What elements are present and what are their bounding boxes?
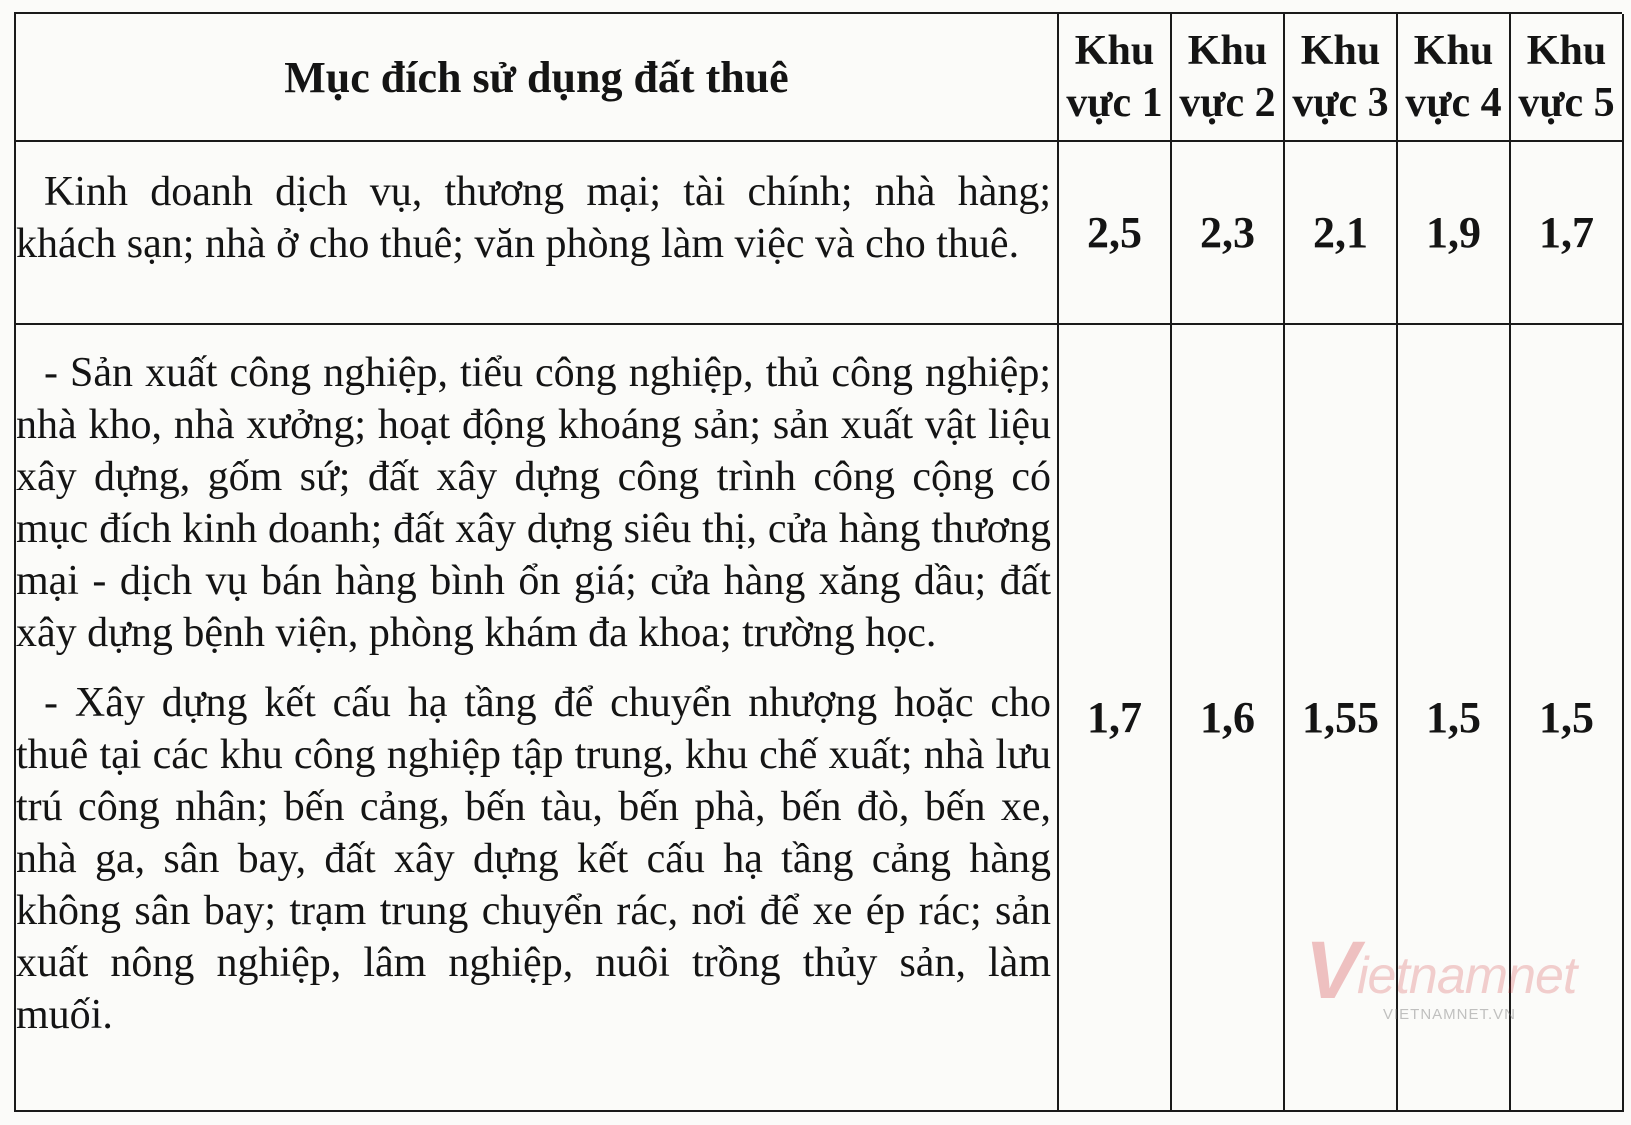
- header-zone-2: Khu vực 2: [1172, 14, 1285, 142]
- watermark-v-logo: V: [1305, 925, 1360, 1016]
- header-zone-5: Khu vực 5: [1511, 14, 1624, 142]
- row-2-zone-2-value: 1,6: [1172, 325, 1285, 1112]
- row-1-zone-1-value: 2,5: [1059, 142, 1172, 325]
- header-zone-3: Khu vực 3: [1285, 14, 1398, 142]
- row-1-zone-4-value: 1,9: [1398, 142, 1511, 325]
- row-1-zone-5-value: 1,7: [1511, 142, 1624, 325]
- row-1-zone-3-value: 2,1: [1285, 142, 1398, 325]
- land-rent-coefficient-table: [14, 12, 1622, 1112]
- row-1-paragraph-1: Kinh doanh dịch vụ, thương mại; tài chính; nhà hàng; khách sạn; nhà ở cho thuê; văn phòng làm việc và cho thuê.: [16, 169, 1051, 267]
- row-2-zone-1-value: 1,7: [1059, 325, 1172, 1112]
- row-2-zone-5-value: 1,5: [1511, 325, 1624, 1112]
- row-1-zone-2-value: 2,3: [1172, 142, 1285, 325]
- header-zone-1: Khu vực 1: [1059, 14, 1172, 142]
- watermark-url: VIETNAMNET.VN: [1383, 1006, 1517, 1023]
- row-2-zone-4-value: 1,5: [1398, 325, 1511, 1112]
- watermark-brand: ietnamnet: [1357, 947, 1577, 1005]
- row-2-paragraph-1: - Sản xuất công nghiệp, tiểu công nghiệp, thủ công nghiệp; nhà kho, nhà xưởng; hoạt động khoáng sản; sản xuất vật liệu xây dựng, gốm sứ; đất xây dựng công trình công cộng có mục đích kinh doanh; đất xây dựng siêu thị, cửa hàng thương mại - dịch vụ bán hàng bình ổn giá; cửa hàng xăng dầu; đất xây dựng bệnh viện, phòng khám đa khoa; trường học.: [16, 350, 1051, 656]
- row-2-paragraph-2: - Xây dựng kết cấu hạ tầng để chuyển nhượng hoặc cho thuê tại các khu công nghiệp tập trung, khu chế xuất; nhà lưu trú công nhân; bến cảng, bến tàu, bến phà, bến đò, bến xe, nhà ga, sân bay, đất xây dựng kết cấu hạ tầng cảng hàng không sân bay; trạm trung chuyển rác, nơi để xe ép rác; sản xuất nông nghiệp, lâm nghiệp, nuôi trồng thủy sản, làm muối.: [16, 680, 1051, 1038]
- row-1-purpose: [16, 142, 1059, 325]
- row-2-zone-3-value: 1,55: [1285, 325, 1398, 1112]
- header-zone-4: Khu vực 4: [1398, 14, 1511, 142]
- row-2-purpose: [16, 325, 1059, 1112]
- header-purpose: Mục đích sử dụng đất thuê: [16, 14, 1059, 142]
